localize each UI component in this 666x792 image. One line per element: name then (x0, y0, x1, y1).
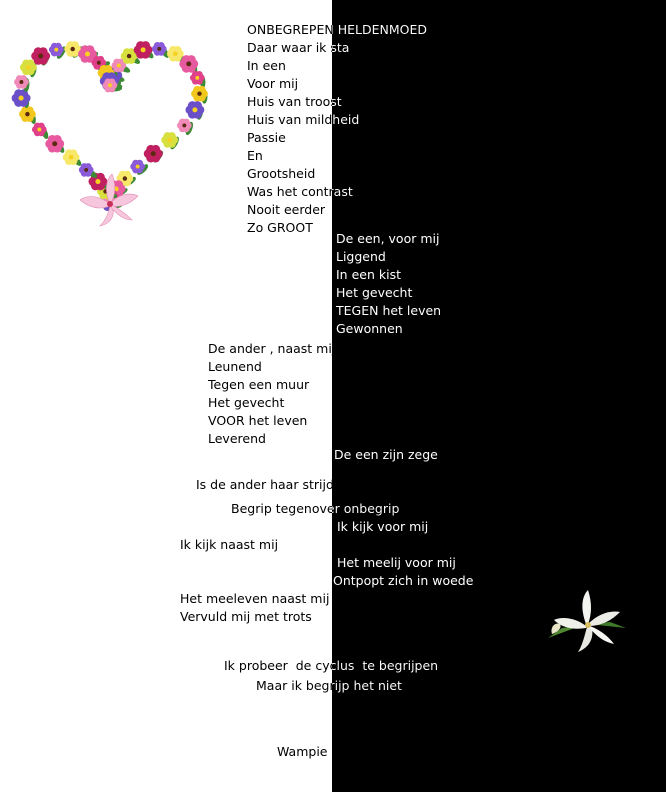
poem-line: Is de ander haar strijd (196, 477, 334, 492)
poem-line: Passie (247, 130, 286, 145)
poem-line: Ontpopt zich in woede (333, 573, 474, 588)
poem-line: Daar waar ik sta (247, 40, 350, 55)
poem-line: In een (247, 58, 286, 73)
poem-line: Leverend (208, 431, 266, 446)
poem-line: Maar ik begrijp het niet (256, 678, 402, 693)
poem-line: En (247, 148, 263, 163)
poem-line: Ik kijk voor mij (337, 519, 429, 534)
poem-line: Nooit eerder (247, 202, 326, 217)
poem-line: De een zijn zege (334, 447, 438, 462)
poem-line: De een, voor mij (336, 231, 440, 246)
poem-line: Het meelij voor mij (337, 555, 456, 570)
flower-heart-icon (6, 14, 214, 228)
poem-line: Ik kijk naast mij (180, 537, 279, 552)
poem-line: Gewonnen (336, 321, 403, 336)
poem-line: Het meeleven naast mij (180, 591, 330, 606)
poem-line: Liggend (336, 249, 386, 264)
lily-flower-icon (540, 588, 630, 656)
poem-line: Zo GROOT (247, 220, 313, 235)
poem-line: Huis van troost (247, 94, 342, 109)
poem-line: In een kist (336, 267, 401, 282)
poem-line: De ander , naast mij (208, 341, 336, 356)
poem-line: Begrip tegenover onbegrip (231, 501, 400, 516)
poem-line: Tegen een muur (208, 377, 310, 392)
poem-signature: Wampie (277, 744, 328, 759)
poem-line: TEGEN het leven (336, 303, 442, 318)
poem-line: Grootsheid (247, 166, 316, 181)
poem-line: Het gevecht (208, 395, 285, 410)
poem-title: ONBEGREPEN HELDENMOED (247, 22, 427, 37)
poem-line: VOOR het leven (208, 413, 308, 428)
poem-line: Het gevecht (336, 285, 413, 300)
poem-line: Ik probeer de cyclus te begrijpen (224, 658, 439, 673)
poem-line: Leunend (208, 359, 262, 374)
poem-line: Voor mij (247, 76, 299, 91)
poem-line: Huis van mildheid (247, 112, 360, 127)
poem-line: Vervuld mij met trots (180, 609, 312, 624)
poem-line: Was het contrast (247, 184, 353, 199)
